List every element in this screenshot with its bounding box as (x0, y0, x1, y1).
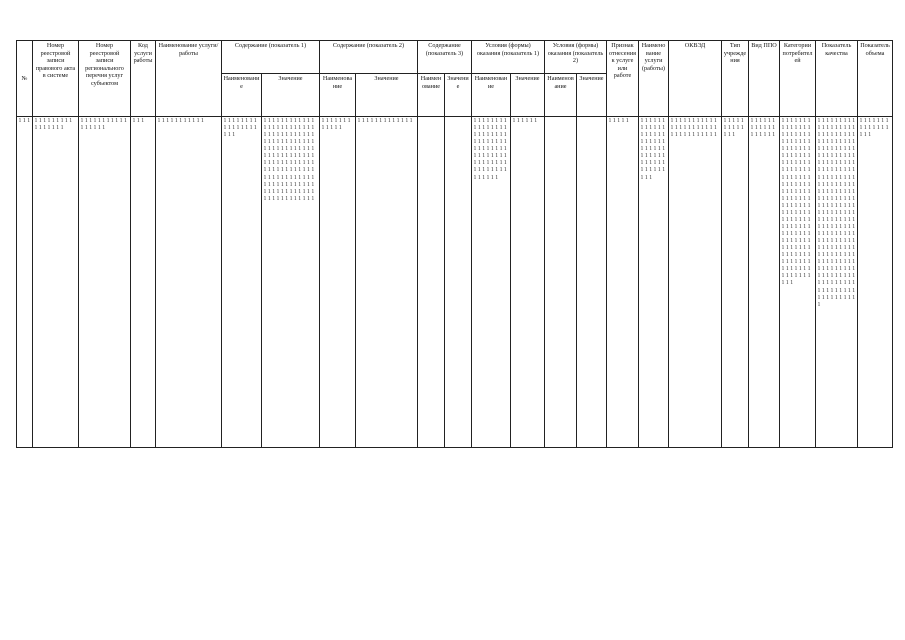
header-type: Тип учреждения (722, 41, 749, 117)
cell-cond1-name: 1 1 1 1 1 1 1 1 1 1 1 1 1 1 1 1 1 1 1 1 1 1 1 1 1 1 1 1 1 1 1 1 1 1 1 1 1 1 1 1 1 1 1 1 1 1 1 1 1 1 1 1 1 1 1 1 1 1 1 1 1 1 1 1 1 1 1 1 1 1 (472, 117, 511, 448)
header-service-name: Наименование услуги/работы (156, 41, 222, 117)
cell-c1-name: 1 1 1 1 1 1 1 1 1 1 1 1 1 1 1 1 1 1 1 (222, 117, 262, 448)
header-service-code: Код услуги работы (131, 41, 156, 117)
cell-sign: 1 1 1 1 1 (607, 117, 639, 448)
header-ppo: Вид ППО (749, 41, 780, 117)
cell-service-code: 1 1 1 (131, 117, 156, 448)
header-sign: Признак отнесения к услуге или работе (607, 41, 639, 117)
cell-volume: 1 1 1 1 1 1 1 1 1 1 1 1 1 1 1 1 1 (858, 117, 893, 448)
cell-c2-name: 1 1 1 1 1 1 1 1 1 1 1 1 (320, 117, 356, 448)
header-volume: Показатель объема (858, 41, 893, 117)
header-cond2-name: Наименование (545, 74, 577, 117)
header-okved: ОКВЭД (669, 41, 722, 117)
header-c2-name: Наименование (320, 74, 356, 117)
cell-okved: 1 1 1 1 1 1 1 1 1 1 1 1 1 1 1 1 1 1 1 1 1 1 1 1 1 1 1 1 1 1 1 1 1 (669, 117, 722, 448)
header-cond2-value: Значение (577, 74, 607, 117)
cell-c3-name (418, 117, 445, 448)
cell-cond1-value: 1 1 1 1 1 1 (511, 117, 545, 448)
cell-scope: 1 1 1 1 1 1 1 1 1 1 1 1 1 1 1 1 1 1 1 1 1 1 1 1 1 1 1 1 1 1 1 1 1 1 1 1 1 1 1 1 1 1 1 1 1 1 1 1 1 1 1 (639, 117, 669, 448)
cell-c3-value (445, 117, 472, 448)
registry-document (16, 40, 892, 448)
header-row-main (17, 41, 893, 74)
registry-table (16, 40, 893, 448)
header-reg-number: Номер реестровой записи правового акта в системе (33, 41, 79, 117)
header-conditions-1: Условия (формы) оказания (показатель 1) (472, 41, 545, 74)
cell-service-name: 1 1 1 1 1 1 1 1 1 1 1 (156, 117, 222, 448)
cell-c1-value: 1 1 1 1 1 1 1 1 1 1 1 1 1 1 1 1 1 1 1 1 1 1 1 1 1 1 1 1 1 1 1 1 1 1 1 1 1 1 1 1 1 1 1 1 1 1 1 1 1 1 1 1 1 1 1 1 1 1 1 1 1 1 1 1 1 1 1 1 1 1 1 1 1 1 1 1 1 1 1 1 1 1 1 1 1 1 1 1 1 1 1 1 1 1 1 1 1 1 1 1 1 1 1 1 1 1 1 1 1 1 1 1 1 1 1 1 1 1 1 1 1 1 1 1 1 1 1 1 1 1 1 1 1 1 1 1 1 1 1 1 1 1 1 1 (262, 117, 320, 448)
cell-reg-number-subject: 1 1 1 1 1 1 1 1 1 1 1 1 1 1 1 1 1 (79, 117, 131, 448)
header-content-3: Содержание (показатель 3) (418, 41, 472, 74)
header-quality: Показатель качества (816, 41, 858, 117)
header-c3-value: Значение (445, 74, 472, 117)
cell-reg-number: 1 1 1 1 1 1 1 1 1 1 1 1 1 1 1 1 (33, 117, 79, 448)
table-row (17, 117, 893, 448)
header-cond1-name: Наименование (472, 74, 511, 117)
cell-category: 1 1 1 1 1 1 1 1 1 1 1 1 1 1 1 1 1 1 1 1 1 1 1 1 1 1 1 1 1 1 1 1 1 1 1 1 1 1 1 1 1 1 1 1 1 1 1 1 1 1 1 1 1 1 1 1 1 1 1 1 1 1 1 1 1 1 1 1 1 1 1 1 1 1 1 1 1 1 1 1 1 1 1 1 1 1 1 1 1 1 1 1 1 1 1 1 1 1 1 1 1 1 1 1 1 1 1 1 1 1 1 1 1 1 1 1 1 1 1 1 1 1 1 1 1 1 1 1 1 1 1 1 1 1 1 1 1 1 1 1 1 1 1 1 1 1 1 1 1 1 1 1 1 1 1 1 1 1 1 1 1 1 1 1 (780, 117, 816, 448)
header-c3-name: Наименование (418, 74, 445, 117)
header-content-2: Содержание (показатель 2) (320, 41, 418, 74)
header-content-1: Содержание (показатель 1) (222, 41, 320, 74)
header-c1-name: Наименование (222, 74, 262, 117)
cell-quality: 1 1 1 1 1 1 1 1 1 1 1 1 1 1 1 1 1 1 1 1 1 1 1 1 1 1 1 1 1 1 1 1 1 1 1 1 1 1 1 1 1 1 1 1 1 1 1 1 1 1 1 1 1 1 1 1 1 1 1 1 1 1 1 1 1 1 1 1 1 1 1 1 1 1 1 1 1 1 1 1 1 1 1 1 1 1 1 1 1 1 1 1 1 1 1 1 1 1 1 1 1 1 1 1 1 1 1 1 1 1 1 1 1 1 1 1 1 1 1 1 1 1 1 1 1 1 1 1 1 1 1 1 1 1 1 1 1 1 1 1 1 1 1 1 1 1 1 1 1 1 1 1 1 1 1 1 1 1 1 1 1 1 1 1 1 1 1 1 1 1 1 1 1 1 1 1 1 1 1 1 1 1 1 1 1 1 1 1 1 1 1 1 1 1 1 1 1 1 1 1 1 1 1 1 1 1 1 1 1 1 1 1 1 1 1 1 1 1 1 1 1 1 1 1 1 1 1 1 1 1 1 1 1 1 1 (816, 117, 858, 448)
cell-cond2-value (577, 117, 607, 448)
header-reg-number-subject: Номер реестровой записи регионального перечня услуг субъектом (79, 41, 131, 117)
header-conditions-2: Условия (формы) оказания (показатель 2) (545, 41, 607, 74)
cell-c2-value: 1 1 1 1 1 1 1 1 1 1 1 1 1 (356, 117, 418, 448)
header-c1-value: Значение (262, 74, 320, 117)
header-scope: Наименование услуги (работы) (639, 41, 669, 117)
cell-type: 1 1 1 1 1 1 1 1 1 1 1 1 1 (722, 117, 749, 448)
cell-ppo: 1 1 1 1 1 1 1 1 1 1 1 1 1 1 1 1 1 1 (749, 117, 780, 448)
header-c2-value: Значение (356, 74, 418, 117)
cell-cond2-name (545, 117, 577, 448)
cell-num: 1 1 1 (17, 117, 33, 448)
header-cond1-value: Значение (511, 74, 545, 117)
header-num: № (17, 41, 33, 117)
header-category: Категории потребителей (780, 41, 816, 117)
